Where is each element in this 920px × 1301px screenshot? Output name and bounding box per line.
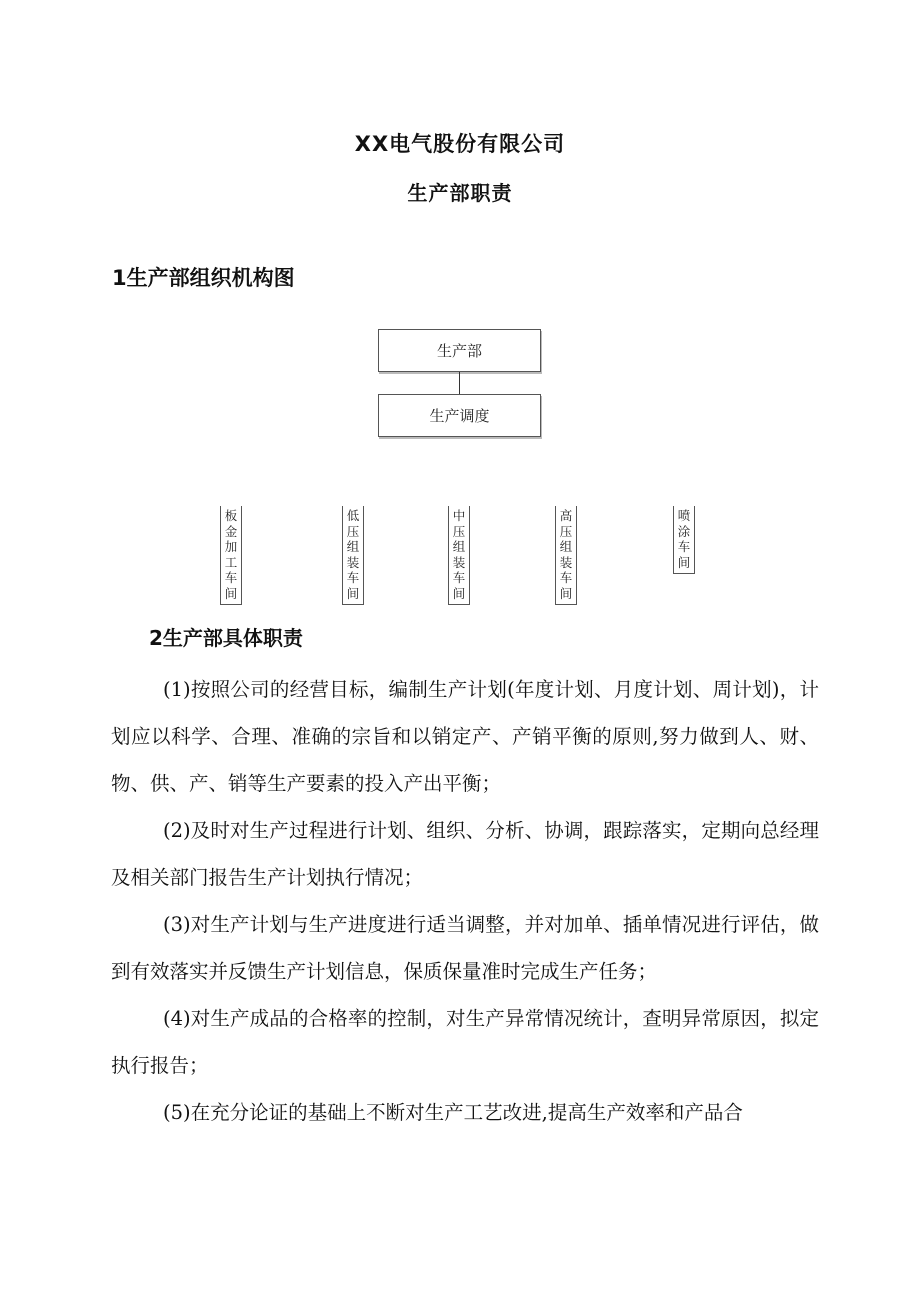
workshop-medium-voltage: 中压组装车间 — [448, 506, 470, 605]
workshop-spray-painting: 喷涂车间 — [673, 506, 695, 574]
org-connector-line — [459, 372, 460, 394]
document-title: 生产部职责 — [407, 181, 513, 205]
duty-paragraph: (4)对生产成品的合格率的控制，对生产异常情况统计，查明异常原因，拟定执行报告； — [111, 1007, 819, 1077]
workshop-sheet-metal: 板金加工车间 — [220, 506, 242, 605]
company-title: XX电气股份有限公司 — [354, 132, 566, 156]
org-box-production-dispatch: 生产调度 — [378, 394, 541, 437]
section-heading-duties: 2生产部具体职责 — [149, 626, 303, 650]
workshop-low-voltage: 低压组装车间 — [342, 506, 364, 605]
org-box-production-dept: 生产部 — [378, 329, 541, 372]
workshop-high-voltage: 高压组装车间 — [555, 506, 577, 605]
duty-paragraph: (5)在充分论证的基础上不断对生产工艺改进,提高生产效率和产品合 — [163, 1101, 743, 1124]
duty-paragraph: (2)及时对生产过程进行计划、组织、分析、协调，跟踪落实，定期向总经理及相关部门报告生产计划执行情况； — [111, 819, 819, 889]
duty-paragraph: (3)对生产计划与生产进度进行适当调整，并对加单、插单情况进行评估，做到有效落实并反馈生产计划信息，保质保量准时完成生产任务； — [111, 913, 819, 983]
duty-paragraph: (1)按照公司的经营目标，编制生产计划(年度计划、月度计划、周计划)，计划应以科学、合理、准确的宗旨和以销定产、产销平衡的原则,努力做到人、财、物、供、产、销等生产要素的投入产出平衡； — [111, 678, 819, 795]
section-heading-org-chart: 1生产部组织机构图 — [112, 266, 295, 290]
